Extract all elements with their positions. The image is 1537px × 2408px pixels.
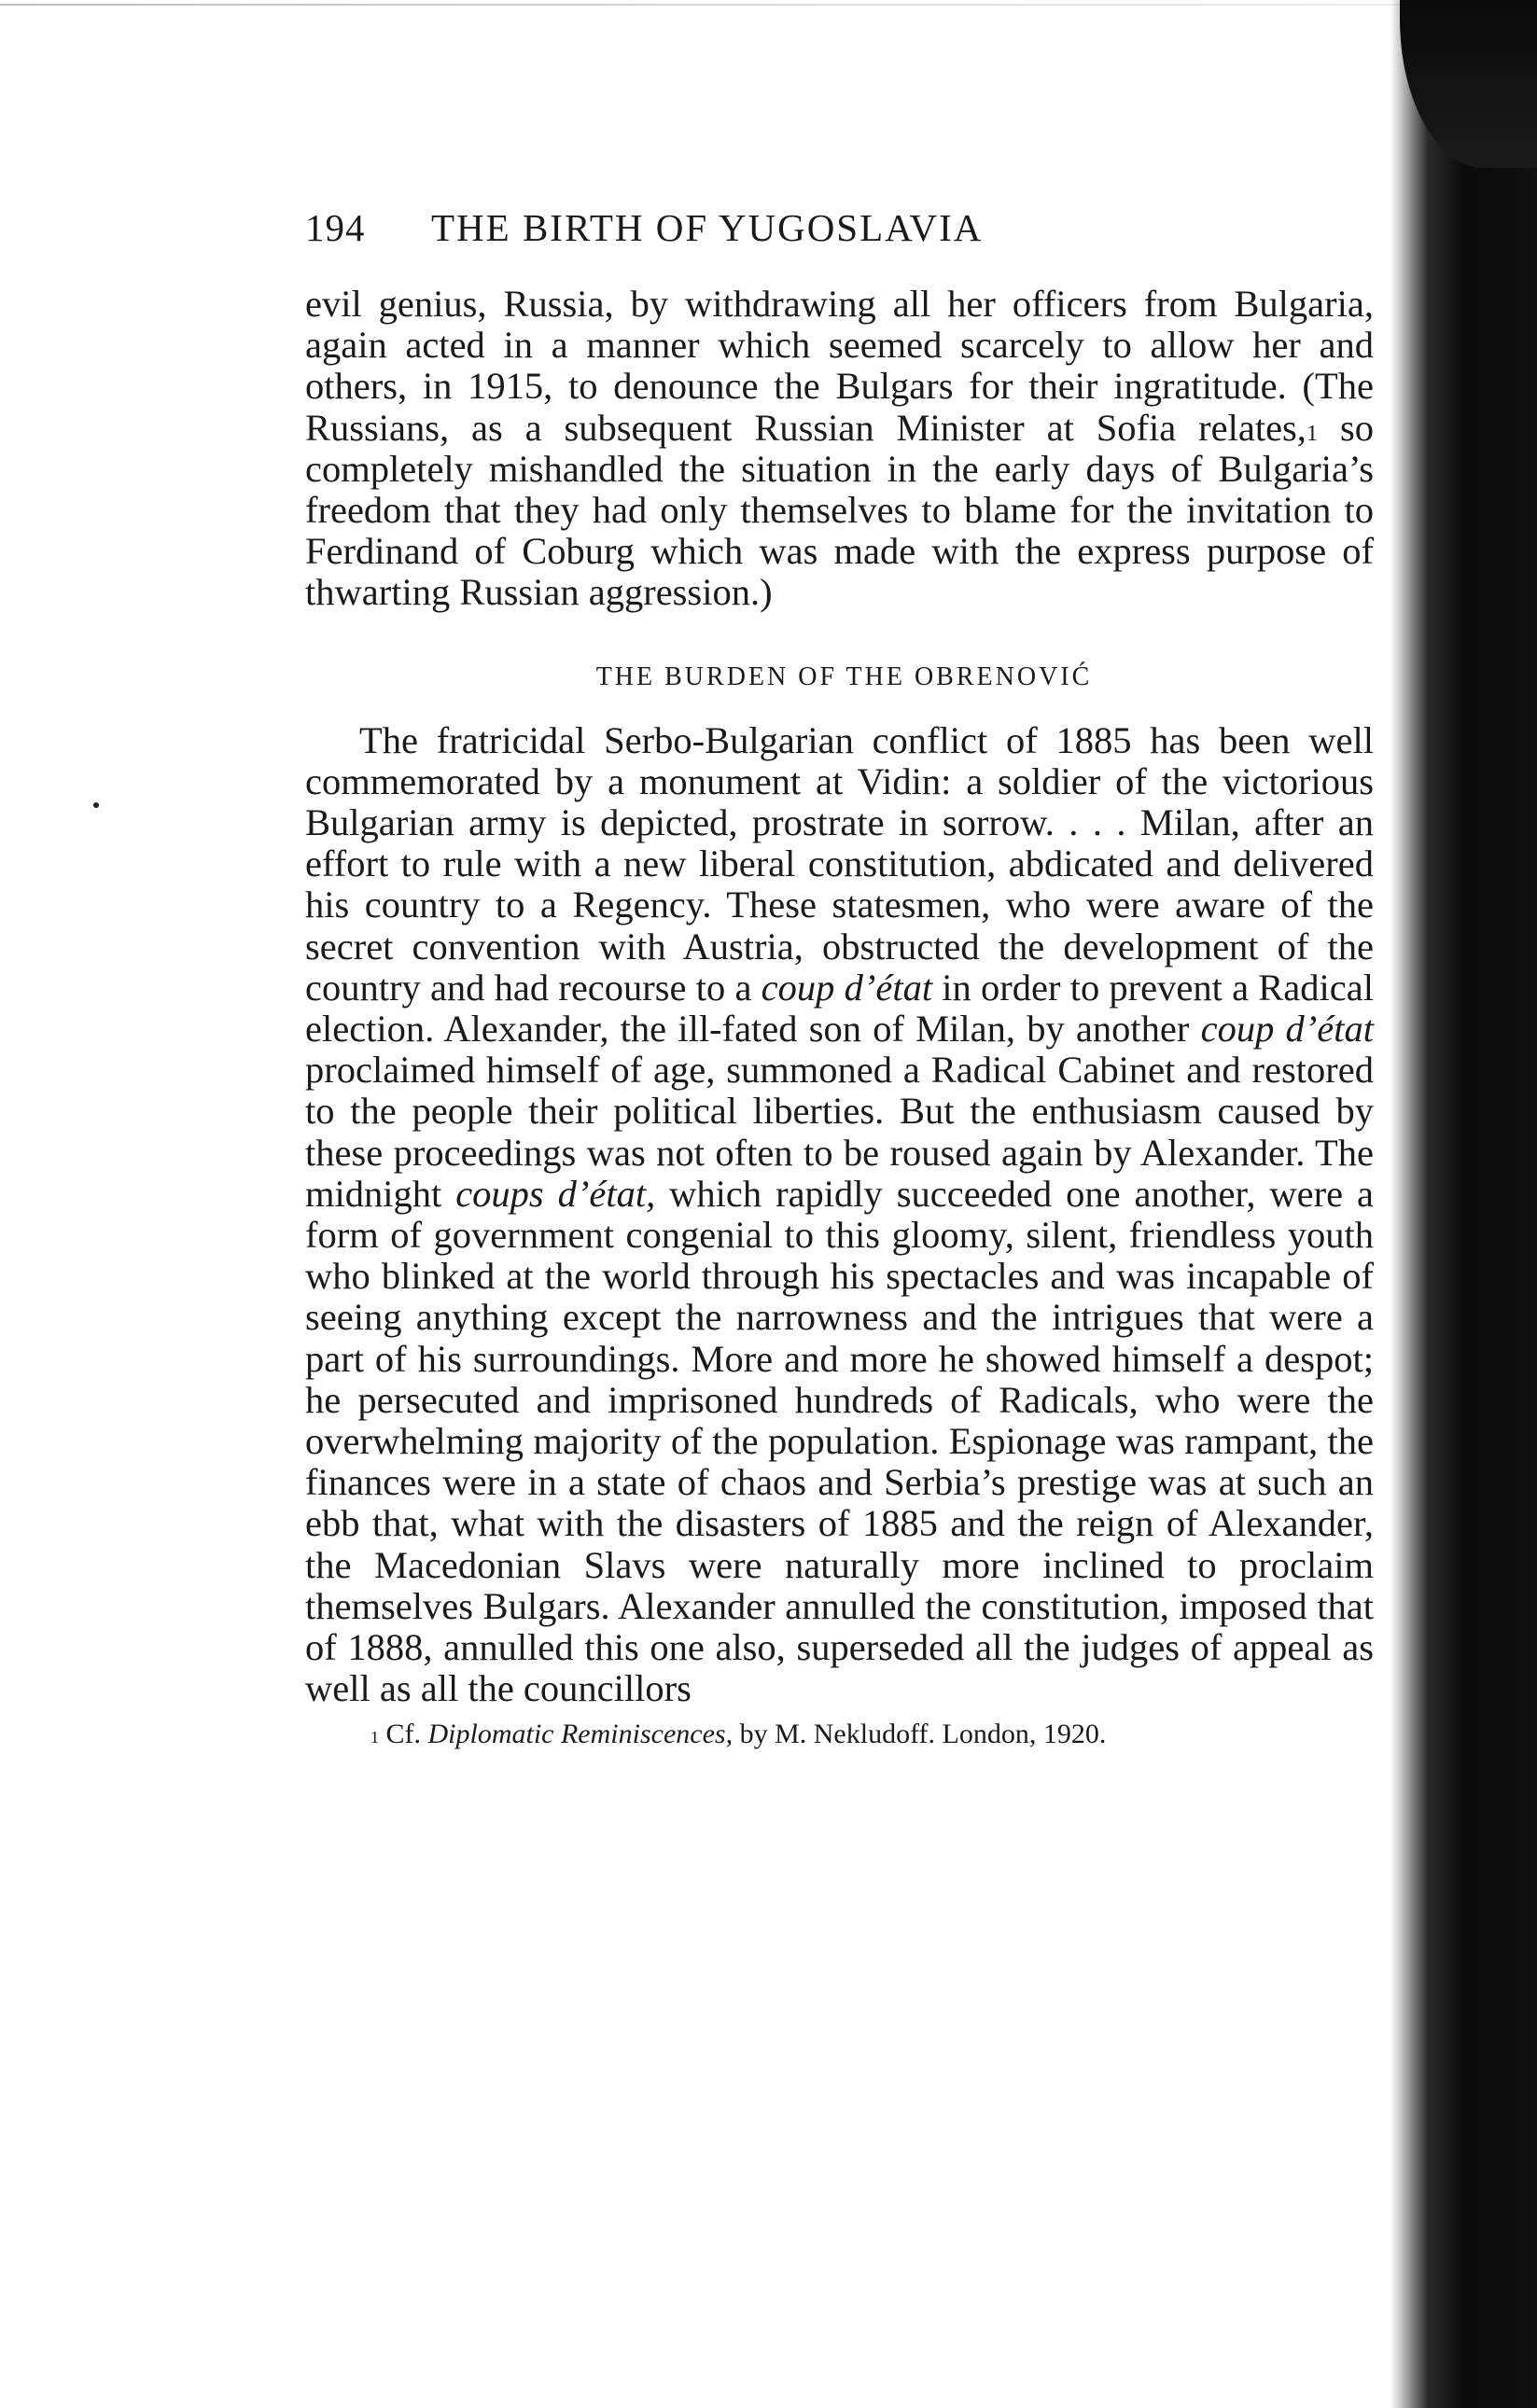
paragraph-body — [305, 720, 1374, 1710]
scan-top-edge — [0, 4, 1456, 6]
scan-speck — [93, 802, 99, 808]
book-page — [305, 205, 1374, 1753]
book-title: THE BIRTH OF YUGOSLAVIA — [431, 206, 984, 249]
paragraph-text: proclaimed himself of age, summoned a Radical Cabinet and restored to the people their political liberties. But the enthusiasm caused by these proceedings was not often to be roused again by Alexander. The midnight — [305, 1049, 1374, 1215]
scan-binding-notch — [1400, 0, 1537, 168]
paragraph-text: The fratricidal Serbo-Bulgarian conflict of 1885 has been well commemorated by a monument at Vidin: a soldier of the victorious Bulgarian army is depicted, prostrate in sorrow. . . . Milan, after an effort to rule with a new liberal constitution, abdicated and delivered his country to a Regency. These statesmen, who were aware of the secret convention with Austria, obstructed the development of the country and had recourse to a — [305, 718, 1374, 1009]
paragraph-text: evil genius, Russia, by withdrawing all her officers from Bulgaria, again acted in a manner which seemed scarcely to allow her and others, in 1915, to denounce the Bulgars for their ingratitude. (The Russians, as a subsequent Russian Minister at Sofia relates, — [305, 283, 1374, 449]
section-heading: THE BURDEN OF THE OBRENOVIĆ — [595, 661, 1093, 691]
paragraph-text: so completely mishandled the situation in the early days of Bulgaria’s freedom that they had only themselves to blame for the invitation to Ferdinand of Coburg which was made with the express purpose of thwarting Russian aggression.) — [305, 406, 1374, 614]
footnote-prefix: Cf. — [379, 1718, 428, 1749]
paragraph-text: in order to prevent a Radical election. Alexander, the ill-fated son of Milan, by another — [305, 966, 1374, 1051]
page-number: 194 — [305, 206, 366, 249]
paragraph-text: which rapidly succeeded one another, were a form of government congenial to this gloomy, silent, friendless youth who blinked at the world through his spectacles and was incapable of seeing anything except the narrowness and the intrigues that were a part of his surroundings. More and more he showed himself a despot; he persecuted and imprisoned hundreds of Radicals, who were the overwhelming majority of the population. Espionage was rampant, the finances were in a state of chaos and Serbia’s prestige was at such an ebb that, what with the disasters of 1885 and the reign of Alexander, the Macedonian Slavs were naturally more inclined to proclaim themselves Bulgars. Alexander annulled the constitution, imposed that of 1888, annulled this one also, superseded all the judges of appeal as well as all the councillors — [305, 1172, 1374, 1710]
footnote-title: Diplomatic Reminiscences, — [427, 1718, 734, 1749]
footnote-suffix: by M. Nekludoff. London, 1920. — [733, 1718, 1107, 1749]
footnote-reference: 1 — [1306, 420, 1319, 446]
paragraph-continuation — [305, 284, 1374, 614]
footnote-marker: 1 — [370, 1727, 379, 1747]
italic-phrase: coup d’état — [761, 966, 933, 1009]
scan-binding-shadow — [1390, 0, 1537, 2408]
running-head — [305, 205, 1374, 261]
italic-phrase: coups d’état, — [455, 1172, 656, 1215]
italic-phrase: coup d’état — [1200, 1008, 1374, 1051]
footnote — [305, 1716, 1374, 1753]
